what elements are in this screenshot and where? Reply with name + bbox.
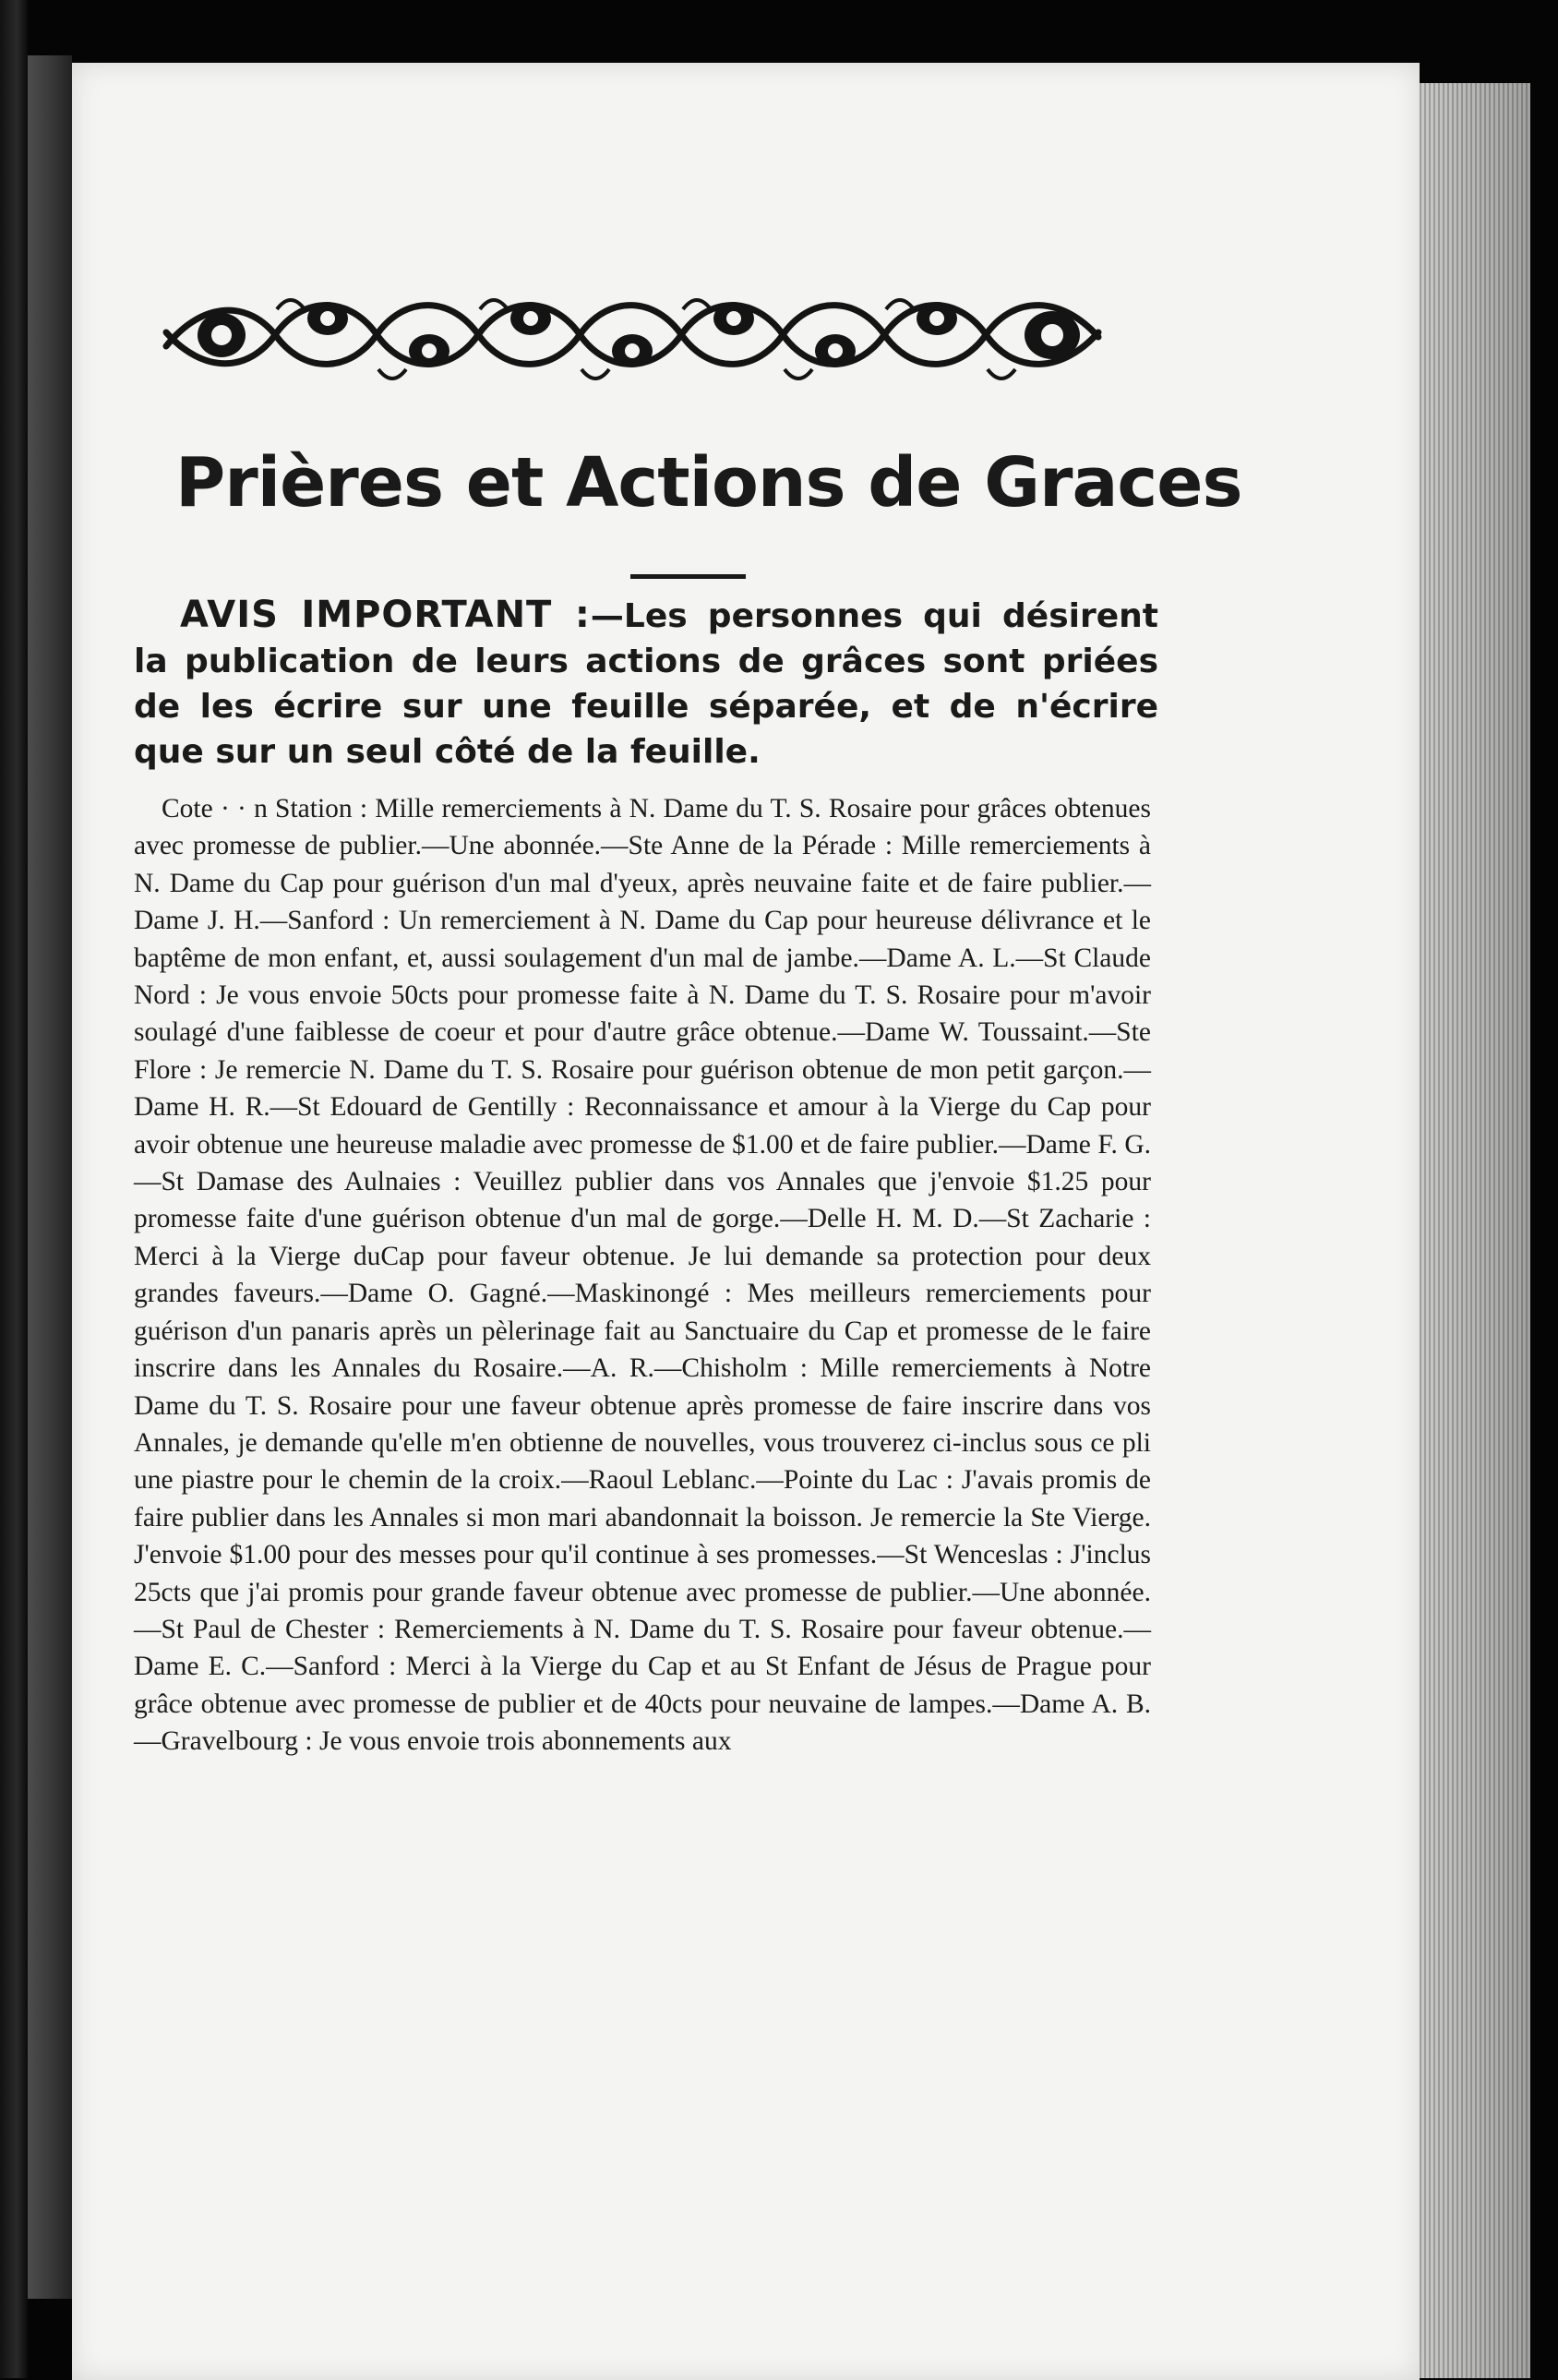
- book-gutter-edge: [0, 0, 28, 2378]
- page-stack-shadow: [1412, 83, 1530, 2378]
- important-notice: [134, 593, 1158, 775]
- notice-heading: AVIS IMPORTANT :: [180, 594, 591, 636]
- title-divider: [630, 574, 746, 579]
- page-title: Prières et Actions de Graces: [175, 443, 1242, 523]
- decorative-vine-ornament: [148, 282, 1145, 388]
- notice-text: —Les personnes qui désirent la publication de leurs actions de grâces sont priées de les écrire sur une feuille séparée, et de n'écrire que sur un seul côté de la feuille.: [134, 597, 1158, 771]
- previous-page-edge: [28, 55, 72, 2299]
- thanksgiving-entries: Cote · · n Station : Mille remerciements à N. Dame du T. S. Rosaire pour grâces obtenues avec promesse de publier.—Une abonnée.—Ste Anne de la Pérade : Mille remerciements à N. Dame du Cap pour guérison d'un mal d'yeux, après neuvaine faite et de faire publier.—Dame J. H.—Sanford : Un remerciement à N. Dame du Cap pour heureuse délivrance et le baptême de mon enfant, et, aussi soulagement d'un mal de jambe.—Dame A. L.—St Claude Nord : Je vous envoie 50cts pour promesse faite à N. Dame du T. S. Rosaire pour m'avoir soulagé d'une faiblesse de coeur et pour d'autre grâce obtenue.—Dame W. Toussaint.—Ste Flore : Je remercie N. Dame du T. S. Rosaire pour guérison obtenue de mon petit garçon.—Dame H. R.—St Edouard de Gentilly : Reconnaissance et amour à la Vierge du Cap pour avoir obtenue une heureuse maladie avec promesse de $1.00 et de faire publier.—Dame F. G.—St Damase des Aulnaies : Veuillez publier dans vos Annales que j'envoie $1.25 pour promesse faite d'une guérison obtenue d'un mal de gorge.—Delle H. M. D.—St Zacharie : Merci à la Vierge duCap pour faveur obtenue. Je lui demande sa protection pour deux grandes faveurs.—Dame O. Gagné.—Maskinongé : Mes meilleurs remerciements pour guérison d'un panaris après un pèlerinage fait au Sanctuaire du Cap et promesse de le faire inscrire dans les Annales du Rosaire.—A. R.—Chisholm : Mille remerciements à Notre Dame du T. S. Rosaire pour une faveur obtenue après promesse de faire inscrire dans vos Annales, je demande qu'elle m'en obtienne de nouvelles, vous trouverez ci-inclus sous ce pli une piastre pour le chemin de la croix.—Raoul Leblanc.—Pointe du Lac : J'avais promis de faire publier dans les Annales si mon mari abandonnait la boisson. Je remercie la Ste Vierge. J'envoie $1.00 pour des messes pour qu'il continue à ses promesses.—St Wenceslas : J'inclus 25cts que j'ai promis pour grande faveur obtenue avec promesse de publier.—Une abonnée.—St Paul de Chester : Remerciements à N. Dame du T. S. Rosaire pour faveur obtenue.—Dame E. C.—Sanford : Merci à la Vierge du Cap et au St Enfant de Jésus de Prague pour grâce obtenue avec promesse de publier et de 40cts pour neuvaine de lampes.—Dame A. B.—Gravelbourg : Je vous envoie trois abonnements aux: [134, 794, 1151, 1757]
